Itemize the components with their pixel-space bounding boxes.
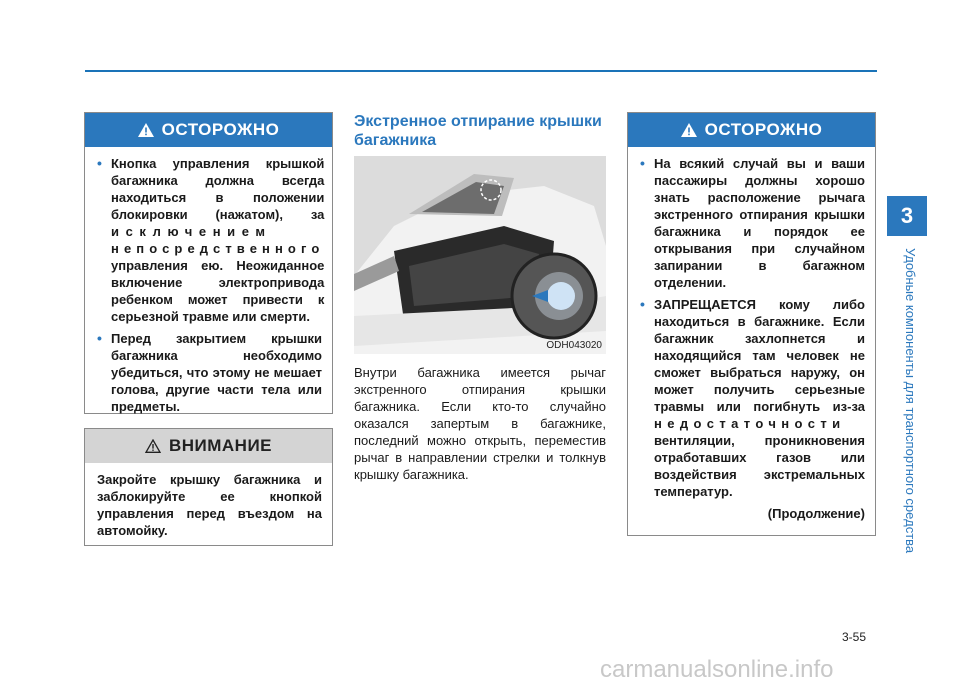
list-item xyxy=(97,330,322,415)
watermark: carmanualsonline.info xyxy=(600,656,834,683)
chapter-tab: 3 xyxy=(887,196,927,236)
warning-title: ОСТОРОЖНО xyxy=(704,120,823,139)
left-warning-box xyxy=(84,112,333,414)
warning-icon xyxy=(138,123,154,137)
left-notice-box xyxy=(84,428,333,546)
notice-title: ВНИМАНИЕ xyxy=(168,436,273,455)
warning-body xyxy=(85,147,332,428)
photo-code: ODH043020 xyxy=(546,340,602,351)
section-body: Внутри багажника имеется рычаг экстренного отпирания крышки багажника. Если кто-то случайно оказался запертым в багажнике, последний можно открыть, переместив рычаг в направлении стрелки и толкнув крышку багажника. xyxy=(354,365,606,482)
trunk-illustration xyxy=(354,156,606,354)
list-item xyxy=(97,155,325,325)
warning-text: Перед закрытием крышки багажника необходимо убедиться, что этому не мешает голова, другие части тела или предметы. xyxy=(111,331,322,414)
warning-text: управления ею. Неожиданное включение электропривода ребенком может привести к серьезной травме или смерти. xyxy=(111,258,325,324)
bullet-icon: • xyxy=(97,155,102,171)
header-rule xyxy=(85,70,877,72)
warning-title: ОСТОРОЖНО xyxy=(161,120,280,139)
list-item xyxy=(640,296,865,500)
warning-text-spaced: непосредственного xyxy=(111,241,325,256)
section-title: Экстренное отпирание крышки багажника xyxy=(354,113,602,149)
warning-text-spaced: исключением xyxy=(111,224,272,239)
warning-icon xyxy=(681,123,697,137)
warning-header xyxy=(628,113,875,147)
chapter-title: Удобные компоненты для транспортного средства xyxy=(903,248,918,554)
warning-text: вентиляции, проникновения отработавших газов или воздействия экстремальных температур. xyxy=(654,433,865,499)
warning-text: Кнопка управления крышкой багажника должна всегда находиться в положении блокировки (нажатом), за xyxy=(111,156,325,222)
bullet-icon: • xyxy=(97,330,102,346)
bullet-icon: • xyxy=(640,296,645,312)
warning-text: ЗАПРЕЩАЕТСЯ кому либо находиться в багажнике. Если багажник захлопнется и находящийся там человек не сможет выбраться наружу, он может получить серьезные травмы или погибнуть из-за xyxy=(654,297,865,414)
trunk-photo xyxy=(354,156,606,354)
warning-body xyxy=(628,147,875,530)
warning-text-spaced: недостаточности xyxy=(654,416,846,431)
continued-label: (Продолжение) xyxy=(767,506,865,521)
page-number: 3-55 xyxy=(842,630,867,644)
list-item xyxy=(640,155,865,291)
warning-header xyxy=(85,113,332,147)
notice-body: Закройте крышку багажника и заблокируйте ее кнопкой управления перед въездом на автомойку. xyxy=(97,472,322,538)
bullet-icon: • xyxy=(640,155,645,171)
caution-icon xyxy=(145,439,161,453)
notice-header xyxy=(85,429,332,463)
warning-text: На всякий случай вы и ваши пассажиры должны хорошо знать расположение рычага экстренного отпирания крышки багажника и порядок ее открывания при случайном запирании в багажном отделении. xyxy=(654,156,865,290)
right-warning-box xyxy=(627,112,876,536)
